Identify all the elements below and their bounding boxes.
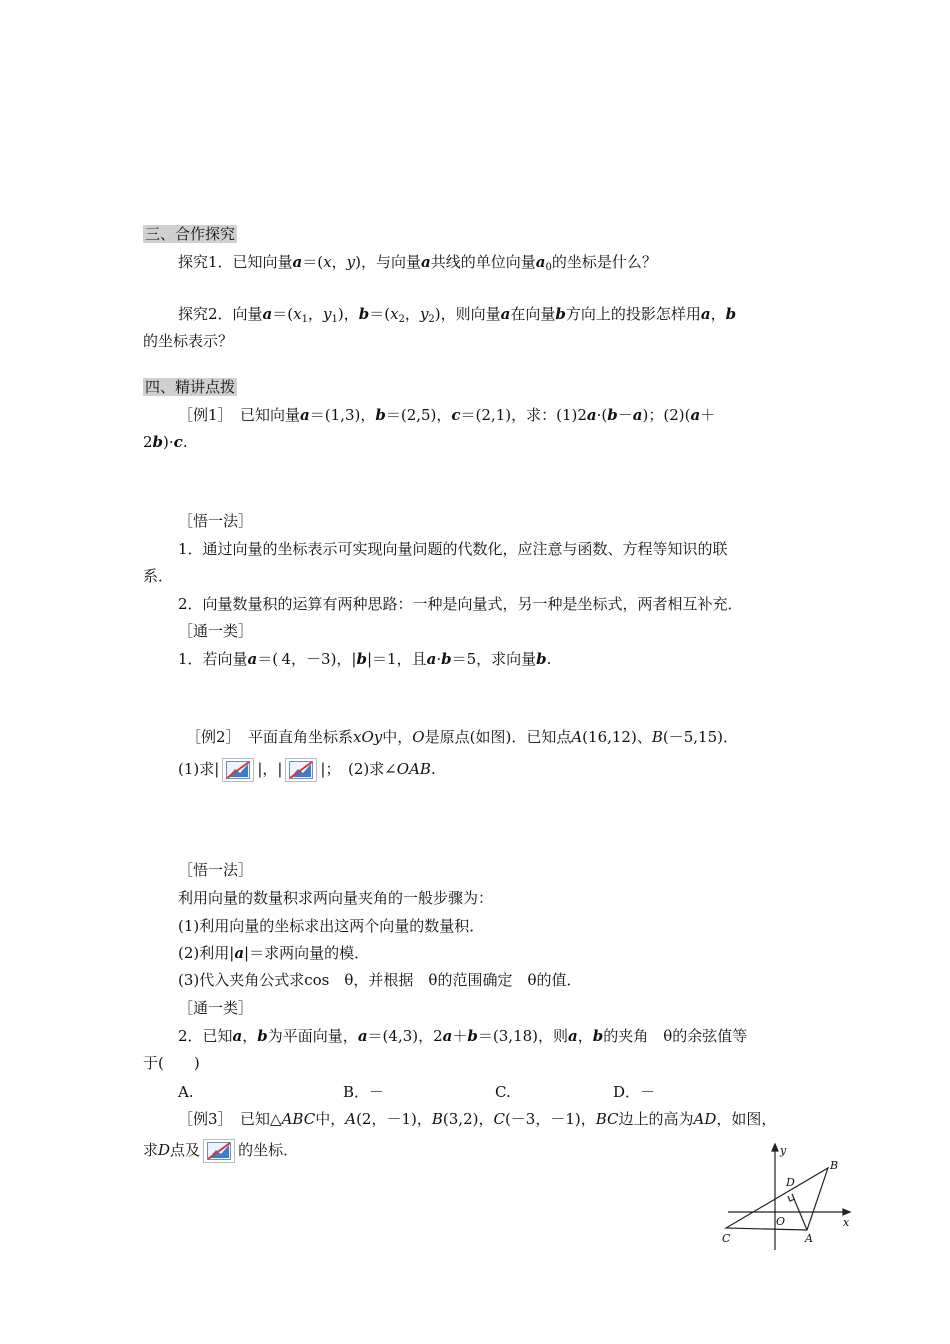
triangle-abc: ABC bbox=[281, 1110, 316, 1128]
text: ＝(2,5)， bbox=[385, 406, 452, 424]
text: 在向量 bbox=[510, 305, 556, 323]
vector-b: b bbox=[536, 650, 547, 668]
text: ， bbox=[577, 1027, 593, 1045]
example-3-line2 bbox=[143, 1139, 298, 1163]
point-a: A bbox=[571, 728, 583, 746]
vector-c: c bbox=[173, 433, 183, 451]
vector-b: b bbox=[375, 406, 386, 424]
text: . bbox=[182, 433, 188, 451]
text: )；(2)( bbox=[642, 406, 691, 424]
text: 共线的单位向量 bbox=[430, 253, 536, 271]
text: . bbox=[430, 760, 436, 778]
tong-title-2: ［通一类］ bbox=[178, 999, 254, 1017]
text: |＝1，且 bbox=[366, 650, 427, 668]
text: ·( bbox=[596, 406, 608, 424]
text: |＝求两向量的模． bbox=[244, 944, 370, 962]
vector-b: b bbox=[356, 650, 367, 668]
var-x: x bbox=[293, 305, 302, 323]
var-y: y bbox=[323, 305, 332, 323]
vector-b: b bbox=[152, 433, 164, 451]
vector-a: a bbox=[690, 406, 701, 424]
text: )， bbox=[337, 305, 359, 323]
vector-a: a bbox=[292, 253, 303, 271]
y-axis-arrow-icon bbox=[772, 1144, 778, 1151]
explore-1 bbox=[178, 252, 657, 278]
text: ， bbox=[242, 1027, 258, 1045]
subscript: 2 bbox=[428, 314, 435, 325]
wu2-intro: 利用向量的数量积求两向量夹角的一般步骤为： bbox=[178, 889, 494, 907]
text: ＝(3,18)，则 bbox=[477, 1027, 569, 1045]
vector-b: b bbox=[607, 406, 618, 424]
text: ＝(4,3)，2 bbox=[367, 1027, 443, 1045]
text: ＝(2,1)，求：(1)2 bbox=[460, 406, 587, 424]
text: 探究2．向量 bbox=[178, 305, 263, 323]
text: 2．已知 bbox=[178, 1027, 233, 1045]
text: 的坐标表示？ bbox=[143, 332, 234, 350]
example-2-line2 bbox=[178, 758, 436, 782]
text: |； (2)求∠ bbox=[320, 760, 397, 778]
vector-a: a bbox=[426, 650, 437, 668]
label-d: D bbox=[786, 1176, 795, 1189]
vector-a: a bbox=[700, 305, 711, 323]
example-1-line2 bbox=[143, 432, 188, 452]
tong-problem-2 bbox=[178, 1026, 747, 1046]
text: )，与向量 bbox=[355, 253, 421, 271]
vector-a: a bbox=[300, 406, 310, 424]
text: 是原点(如图)．已知点 bbox=[424, 728, 572, 746]
text: ＋ bbox=[700, 406, 716, 424]
tong-problem-1 bbox=[178, 649, 551, 672]
option-c: C. bbox=[495, 1083, 511, 1101]
point-d: D bbox=[158, 1141, 171, 1159]
text: ， bbox=[307, 305, 323, 323]
wu-title-2: ［悟一法］ bbox=[178, 861, 254, 879]
point-c: C bbox=[493, 1110, 505, 1128]
text: )，则向量 bbox=[434, 305, 501, 323]
triangle-figure bbox=[718, 1142, 858, 1254]
text: (－5,15)． bbox=[662, 728, 738, 746]
vector-b: b bbox=[555, 305, 566, 323]
var-x: x bbox=[390, 305, 399, 323]
label-x: x bbox=[843, 1216, 850, 1229]
segment-bc: BC bbox=[595, 1110, 619, 1128]
vector-b: b bbox=[467, 1027, 478, 1045]
label-y: y bbox=[780, 1144, 787, 1157]
point-b: B bbox=[431, 1110, 443, 1128]
text: 4，－3)，| bbox=[281, 650, 357, 668]
text: 方向上的投影怎样用 bbox=[565, 305, 701, 323]
point-o: O bbox=[412, 728, 425, 746]
label-o: O bbox=[776, 1215, 786, 1228]
example-3 bbox=[178, 1109, 776, 1129]
example-2 bbox=[186, 727, 738, 747]
vector-a: a bbox=[500, 305, 511, 323]
text: (1)求| bbox=[178, 760, 220, 778]
label-c: C bbox=[722, 1232, 731, 1245]
text: 的坐标． bbox=[238, 1141, 299, 1159]
explore-2 bbox=[178, 304, 736, 330]
text: 点及 bbox=[170, 1141, 201, 1159]
text: ＝5，求向量 bbox=[451, 650, 537, 668]
vector-c: c bbox=[451, 406, 461, 424]
example-1 bbox=[178, 405, 715, 425]
text: (2，－1)， bbox=[356, 1110, 432, 1128]
segment-ad: AD bbox=[693, 1110, 717, 1128]
subscript: 0 bbox=[545, 262, 552, 273]
text: (2)利用| bbox=[178, 944, 235, 962]
text: ［例3］ 已知△ bbox=[178, 1110, 282, 1128]
vector-a: a bbox=[632, 406, 643, 424]
vector-a: a bbox=[568, 1027, 578, 1045]
vector-a: a bbox=[420, 253, 431, 271]
vector-b: b bbox=[358, 305, 370, 323]
text: 的夹角 θ的余弦值等 bbox=[603, 1027, 748, 1045]
wu2-step-1: (1)利用向量的坐标求出这两个向量的数量积． bbox=[178, 917, 485, 935]
text: － bbox=[617, 406, 633, 424]
text: 2 bbox=[143, 433, 153, 451]
text: 求 bbox=[143, 1141, 159, 1159]
text: ＝(1,3)， bbox=[309, 406, 376, 424]
option-a: A. bbox=[178, 1083, 194, 1101]
text: ， bbox=[331, 253, 347, 271]
text: ， bbox=[710, 305, 726, 323]
vector-a: a bbox=[586, 406, 597, 424]
text: )· bbox=[163, 433, 174, 451]
vector-a: a bbox=[357, 1027, 368, 1045]
text: 探究1．已知向量 bbox=[178, 253, 293, 271]
text: ［例1］ 已知向量 bbox=[178, 406, 301, 424]
section-heading-4-text: 四、精讲点拨 bbox=[145, 378, 236, 396]
text: (－3，－1)， bbox=[504, 1110, 596, 1128]
vector-a0: a bbox=[535, 253, 546, 271]
text: 中， bbox=[382, 728, 413, 746]
wu2-step-3: (3)代入夹角公式求cos θ，并根据 θ的范围确定 θ的值． bbox=[178, 971, 582, 989]
text: ［例2］ 平面直角坐标系 bbox=[186, 728, 354, 746]
image-placeholder-icon bbox=[285, 758, 317, 782]
point-a: A bbox=[345, 1110, 357, 1128]
wu2-step-2 bbox=[178, 943, 369, 963]
text: ＝( bbox=[369, 305, 391, 323]
section-heading-3 bbox=[143, 224, 237, 244]
explore-2-line2 bbox=[143, 331, 233, 351]
anchor-mark-icon: ˏ bbox=[278, 656, 282, 667]
vector-b: b bbox=[725, 305, 737, 323]
text: ＝( bbox=[302, 253, 324, 271]
coord-system: xOy bbox=[353, 728, 383, 746]
tong-title-1: ［通一类］ bbox=[178, 622, 254, 640]
text: ，如图， bbox=[716, 1110, 777, 1128]
wu-point-2: 2．向量数量积的运算有两种思路：一种是向量式，另一种是坐标式，两者相互补充． bbox=[178, 595, 743, 613]
option-d: D．－ bbox=[613, 1083, 656, 1101]
subscript: 2 bbox=[398, 314, 405, 325]
section-heading-4 bbox=[143, 377, 237, 397]
var-x: x bbox=[323, 253, 332, 271]
text: (3,2)， bbox=[442, 1110, 494, 1128]
text: ＋ bbox=[452, 1027, 468, 1045]
text: 边上的高为 bbox=[618, 1110, 694, 1128]
text: 中， bbox=[315, 1110, 346, 1128]
wu-title-1: ［悟一法］ bbox=[178, 512, 254, 530]
vector-a: a bbox=[234, 944, 245, 962]
angle-oab: OAB bbox=[396, 760, 431, 778]
var-y: y bbox=[346, 253, 356, 271]
var-y: y bbox=[419, 305, 429, 323]
label-b: B bbox=[830, 1159, 839, 1172]
text: ＝( bbox=[257, 650, 279, 668]
subscript: 1 bbox=[301, 314, 308, 325]
vector-a: a bbox=[442, 1027, 453, 1045]
option-b: B．－ bbox=[343, 1083, 385, 1101]
text: 的坐标是什么？ bbox=[551, 253, 657, 271]
text: 1．若向量 bbox=[178, 650, 248, 668]
x-axis-arrow-icon bbox=[843, 1209, 850, 1215]
section-heading-3-text: 三、合作探究 bbox=[145, 225, 236, 243]
vector-a: a bbox=[232, 1027, 243, 1045]
tong-problem-2-line2: 于( ) bbox=[143, 1054, 200, 1072]
text: (16,12)、 bbox=[582, 728, 652, 746]
vector-b: b bbox=[441, 650, 452, 668]
vector-a: a bbox=[247, 650, 258, 668]
text: 为平面向量， bbox=[267, 1027, 358, 1045]
text: · bbox=[436, 650, 442, 668]
wu-point-1: 1．通过向量的坐标表示可实现向量问题的代数化，应注意与函数、方程等知识的联 bbox=[178, 540, 728, 558]
text: ＝( bbox=[272, 305, 294, 323]
image-placeholder-icon bbox=[222, 758, 254, 782]
vector-b: b bbox=[257, 1027, 268, 1045]
image-placeholder-icon bbox=[203, 1139, 235, 1163]
label-a: A bbox=[805, 1232, 813, 1245]
subscript: 1 bbox=[331, 314, 338, 325]
wu-point-1-cont: 系． bbox=[143, 567, 174, 585]
vector-a: a bbox=[262, 305, 273, 323]
point-b: B bbox=[651, 728, 663, 746]
vector-b: b bbox=[592, 1027, 604, 1045]
text: ， bbox=[404, 305, 420, 323]
text: |，| bbox=[257, 760, 283, 778]
text: . bbox=[546, 650, 552, 668]
